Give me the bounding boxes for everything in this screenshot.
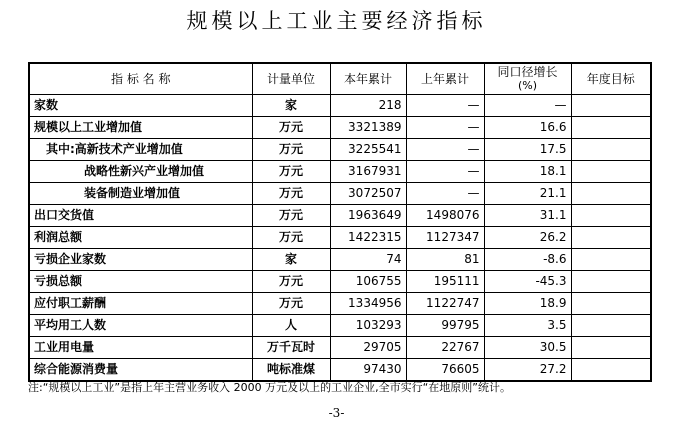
table-row [29,183,651,205]
unit-cell: 万元 [252,293,330,315]
indicator-name-cell: 平均用工人数 [29,315,252,337]
header-unit: 计量单位 [252,63,330,95]
target-cell [571,227,651,249]
current-value-cell: 97430 [330,359,406,382]
table-row [29,139,651,161]
indicator-name-cell: 利润总额 [29,227,252,249]
table-row [29,315,651,337]
previous-value-cell: 81 [406,249,484,271]
unit-cell: 万元 [252,227,330,249]
table-row [29,117,651,139]
target-cell [571,359,651,382]
indicator-name-cell: 家数 [29,95,252,117]
indicator-name-cell: 规模以上工业增加值 [29,117,252,139]
target-cell [571,161,651,183]
growth-cell: 27.2 [484,359,571,382]
unit-cell: 家 [252,95,330,117]
target-cell [571,183,651,205]
indicators-table [28,62,652,382]
growth-cell: 21.1 [484,183,571,205]
current-value-cell: 29705 [330,337,406,359]
indicator-name-cell: 战略性新兴产业增加值 [29,161,252,183]
previous-value-cell: — [406,139,484,161]
growth-cell: — [484,95,571,117]
previous-value-cell: 99795 [406,315,484,337]
indicator-name-cell: 综合能源消费量 [29,359,252,382]
previous-value-cell: 76605 [406,359,484,382]
previous-value-cell: — [406,95,484,117]
indicator-name-cell: 亏损企业家数 [29,249,252,271]
indicator-name-cell: 工业用电量 [29,337,252,359]
table-row [29,249,651,271]
indicator-name-cell: 应付职工薪酬 [29,293,252,315]
table-row [29,161,651,183]
unit-cell: 万元 [252,161,330,183]
current-value-cell: 106755 [330,271,406,293]
target-cell [571,139,651,161]
header-growth-label: 同口径增长 [497,65,558,79]
current-value-cell: 3167931 [330,161,406,183]
growth-cell: -8.6 [484,249,571,271]
header-previous: 上年累计 [406,63,484,95]
table-row [29,227,651,249]
current-value-cell: 103293 [330,315,406,337]
growth-cell: 31.1 [484,205,571,227]
indicator-name-cell: 其中:高新技术产业增加值 [29,139,252,161]
header-current: 本年累计 [330,63,406,95]
target-cell [571,293,651,315]
target-cell [571,117,651,139]
unit-cell: 万千瓦时 [252,337,330,359]
unit-cell: 家 [252,249,330,271]
target-cell [571,205,651,227]
previous-value-cell: 1498076 [406,205,484,227]
previous-value-cell: 195111 [406,271,484,293]
current-value-cell: 3321389 [330,117,406,139]
table-row [29,271,651,293]
page-number: -3- [328,406,345,420]
table-row [29,95,651,117]
growth-cell: 16.6 [484,117,571,139]
unit-cell: 吨标准煤 [252,359,330,382]
growth-cell: 17.5 [484,139,571,161]
previous-value-cell: 1122747 [406,293,484,315]
growth-cell: 18.9 [484,293,571,315]
growth-cell: 26.2 [484,227,571,249]
table-row [29,359,651,382]
previous-value-cell: — [406,161,484,183]
current-value-cell: 3072507 [330,183,406,205]
unit-cell: 万元 [252,117,330,139]
target-cell [571,315,651,337]
unit-cell: 万元 [252,183,330,205]
current-value-cell: 1963649 [330,205,406,227]
growth-cell: 18.1 [484,161,571,183]
unit-cell: 万元 [252,139,330,161]
target-cell [571,271,651,293]
indicator-name-cell: 亏损总额 [29,271,252,293]
table-row [29,293,651,315]
growth-cell: 30.5 [484,337,571,359]
unit-cell: 万元 [252,205,330,227]
current-value-cell: 3225541 [330,139,406,161]
target-cell [571,249,651,271]
header-target: 年度目标 [571,63,651,95]
indicator-name-cell: 装备制造业增加值 [29,183,252,205]
unit-cell: 万元 [252,271,330,293]
header-name: 指 标 名 称 [29,63,252,95]
previous-value-cell: — [406,117,484,139]
footnote: 注:“规模以上工业”是指上年主营业务收入 2000 万元及以上的工业企业,全市实行“在地原则”统计。 [28,381,511,394]
target-cell [571,337,651,359]
unit-cell: 人 [252,315,330,337]
table-row [29,337,651,359]
previous-value-cell: 22767 [406,337,484,359]
current-value-cell: 1334956 [330,293,406,315]
growth-cell: -45.3 [484,271,571,293]
table-row [29,205,651,227]
previous-value-cell: 1127347 [406,227,484,249]
page-title: 规模以上工业主要经济指标 [186,9,487,33]
growth-cell: 3.5 [484,315,571,337]
previous-value-cell: — [406,183,484,205]
target-cell [571,95,651,117]
header-growth-unit: (%) [517,79,538,92]
current-value-cell: 218 [330,95,406,117]
header-growth [484,63,571,95]
indicator-name-cell: 出口交货值 [29,205,252,227]
table-header-row [29,63,651,95]
current-value-cell: 74 [330,249,406,271]
current-value-cell: 1422315 [330,227,406,249]
